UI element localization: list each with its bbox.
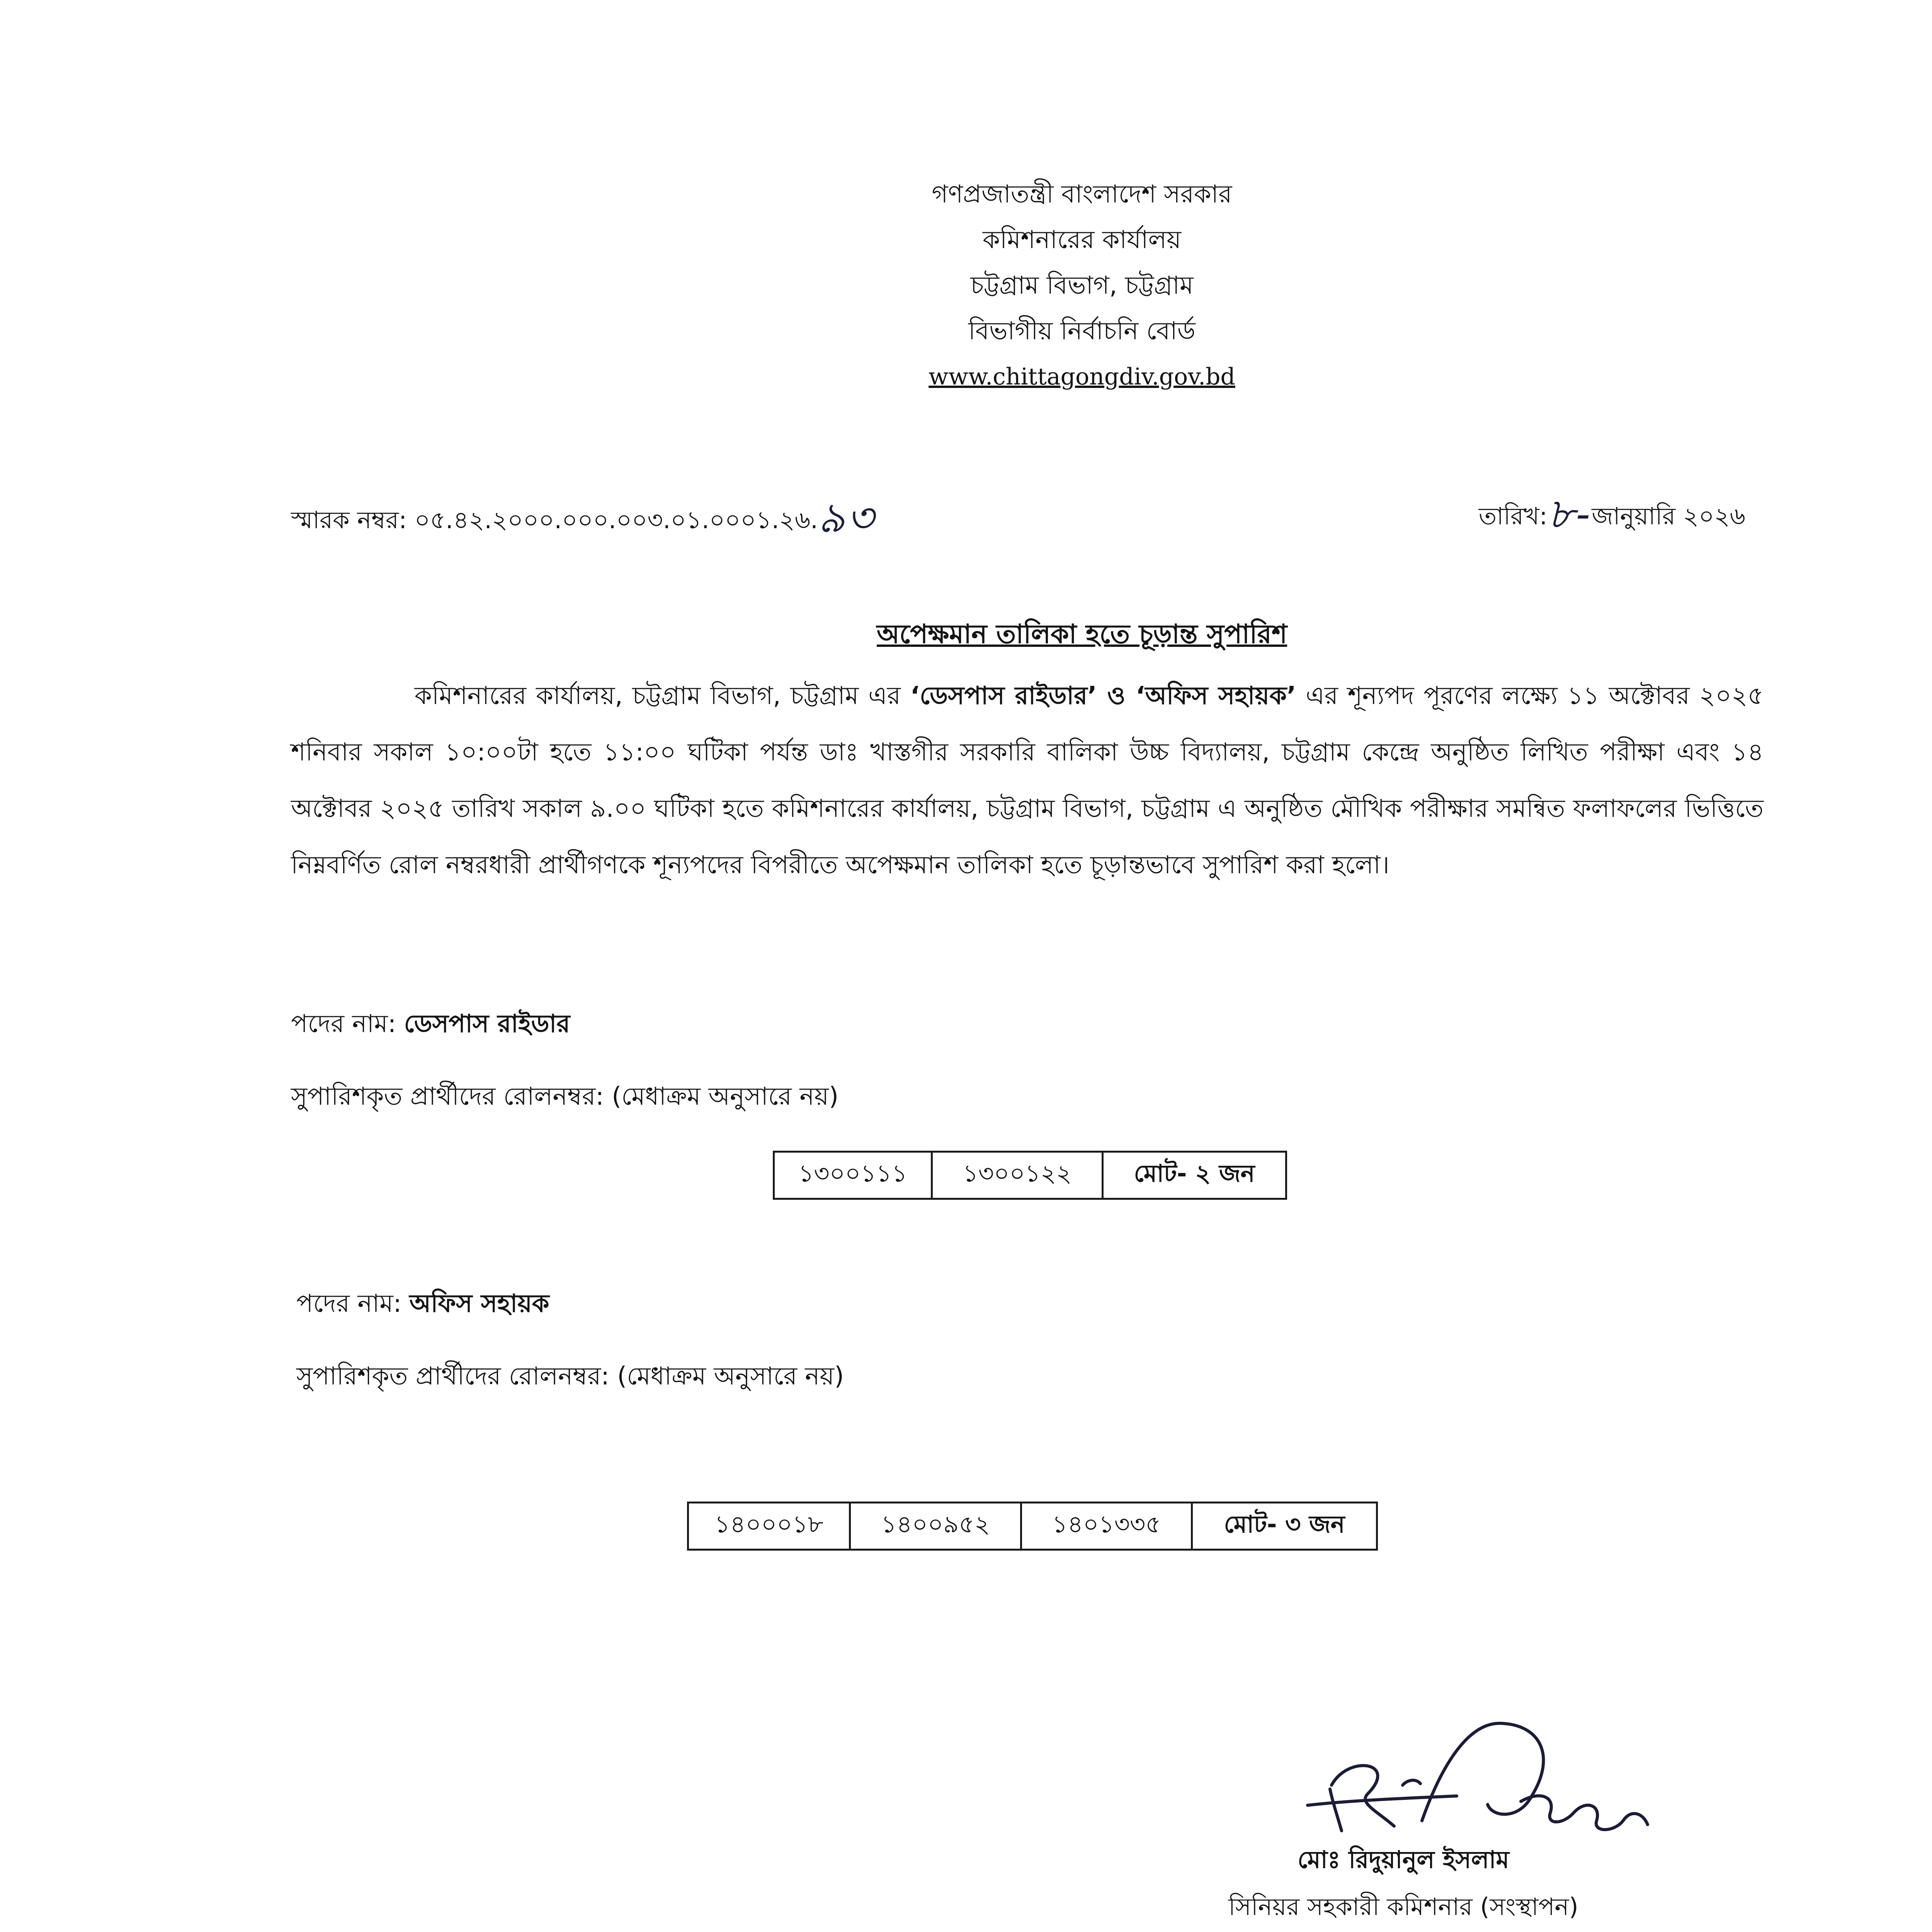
signatory-designation: সিনিয়র সহকারী কমিশনার (সংস্থাপন)	[1228, 1893, 1578, 1921]
signatory-office	[978, 1930, 1828, 1932]
post-2-roll-table	[687, 1502, 1378, 1551]
roll-cell: ১৪০১৩৩৫	[1022, 1503, 1193, 1549]
body-part-2: এর শূন্যপদ পূরণের লক্ষ্যে ১১ অক্টোবর ২০২৫ শনিবার সকাল ১০:০০টা হতে ১১:০০ ঘটিকা পর্যন্ত ডাঃ খাস্তগীর সরকারি বালিকা উচ্চ বিদ্যালয়, চট্টগ্রাম কেন্দ্রে অনুষ্ঠিত লিখিত পরীক্ষা এবং ১৪ অক্টোবর ২০২৫ তারিখ সকাল ৯.০০ ঘটিকা হতে কমিশনারের কার্যালয়, চট্টগ্রাম বিভাগ, চট্টগ্রাম এ অনুষ্ঠিত মৌখিক পরীক্ষার সমন্বিত ফলাফলের ভিত্তিতে নিম্নবর্ণিত রোল নম্বরধারী প্রার্থীগণকে শূন্যপদের বিপরীতে অপেক্ষমান তালিকা হতে চূড়ান্তভাবে সুপারিশ করা হলো।	[291, 682, 1764, 879]
post-2-title	[296, 1284, 549, 1323]
signature-stroke	[1332, 1765, 1394, 1826]
letterhead-line-government: গণপ্রজাতন্ত্রী বাংলাদেশ সরকার	[932, 180, 1232, 209]
letterhead-line-division: চট্টগ্রাম বিভাগ, চট্টগ্রাম	[970, 271, 1194, 300]
letterhead-line-board: বিভাগীয় নির্বাচনি বোর্ড	[968, 317, 1196, 345]
signature-stroke	[1330, 1789, 1342, 1831]
signatory-name: মোঃ রিদুয়ানুল ইসলাম	[1298, 1845, 1509, 1874]
memo-number-value: ০৫.৪২.২০০০.০০০.০০৩.০১.০০০১.২৬.	[414, 506, 818, 534]
signatory-block	[978, 1836, 1828, 1932]
roll-total-cell: মোট- ৩ জন	[1224, 1510, 1345, 1538]
letterhead	[696, 172, 1468, 400]
post-2-label: পদের নাম:	[296, 1289, 402, 1318]
signature-stroke	[1308, 1796, 1457, 1805]
post-2-rolls-label: সুপারিশকৃত প্রার্থীদের রোলনম্বর: (মেধাক্রম অনুসারে নয়)	[296, 1362, 844, 1391]
roll-cell: ১৪০০৯৫২	[851, 1503, 1022, 1549]
website-url: www.chittagongdiv.gov.bd	[929, 363, 1235, 390]
body-paragraph	[291, 668, 1764, 893]
post-1-roll-table	[773, 1151, 1287, 1200]
roll-cell: ১৩০০১১১	[775, 1153, 933, 1198]
signature-stroke	[1403, 1780, 1420, 1785]
post-1-name: ডেসপাস রাইডার	[404, 1010, 570, 1038]
post-2-name: অফিস সহায়ক	[409, 1289, 549, 1318]
memo-label: স্মারক নম্বর:	[291, 506, 407, 534]
roll-cell: ১৪০০০১৮	[689, 1503, 851, 1549]
memo-number	[291, 494, 876, 542]
post-1-rolls-label: সুপারিশকৃত প্রার্থীদের রোলনম্বর: (মেধাক্রম অনুসারে নয়)	[291, 1082, 839, 1111]
signature-stroke	[1521, 1796, 1648, 1830]
signature-stroke	[1422, 1723, 1543, 1821]
date-handwritten-day: ৮-	[1547, 490, 1592, 538]
post-1-label: পদের নাম:	[291, 1010, 396, 1038]
body-part-1: কমিশনারের কার্যালয়, চট্টগ্রাম বিভাগ, চট্টগ্রাম এর	[415, 682, 910, 710]
document-title: অপেক্ষমান তালিকা হতে চূড়ান্ত সুপারিশ	[876, 619, 1287, 650]
memo-handwritten-suffix: ৯৩	[818, 494, 876, 542]
body-bold-posts: ‘ডেসপাস রাইডার’ ও ‘অফিস সহায়ক’	[910, 682, 1296, 710]
post-1-title	[291, 1005, 570, 1043]
roll-cell: ১৩০০১২২	[933, 1153, 1104, 1198]
date-label: তারিখ:	[1478, 502, 1548, 530]
date-rest: জানুয়ারি ২০২৬	[1592, 502, 1745, 530]
memo-date	[1478, 490, 1745, 538]
roll-total-cell: মোট- ২ জন	[1134, 1159, 1255, 1187]
letterhead-line-office: কমিশনারের কার্যালয়	[983, 226, 1181, 254]
